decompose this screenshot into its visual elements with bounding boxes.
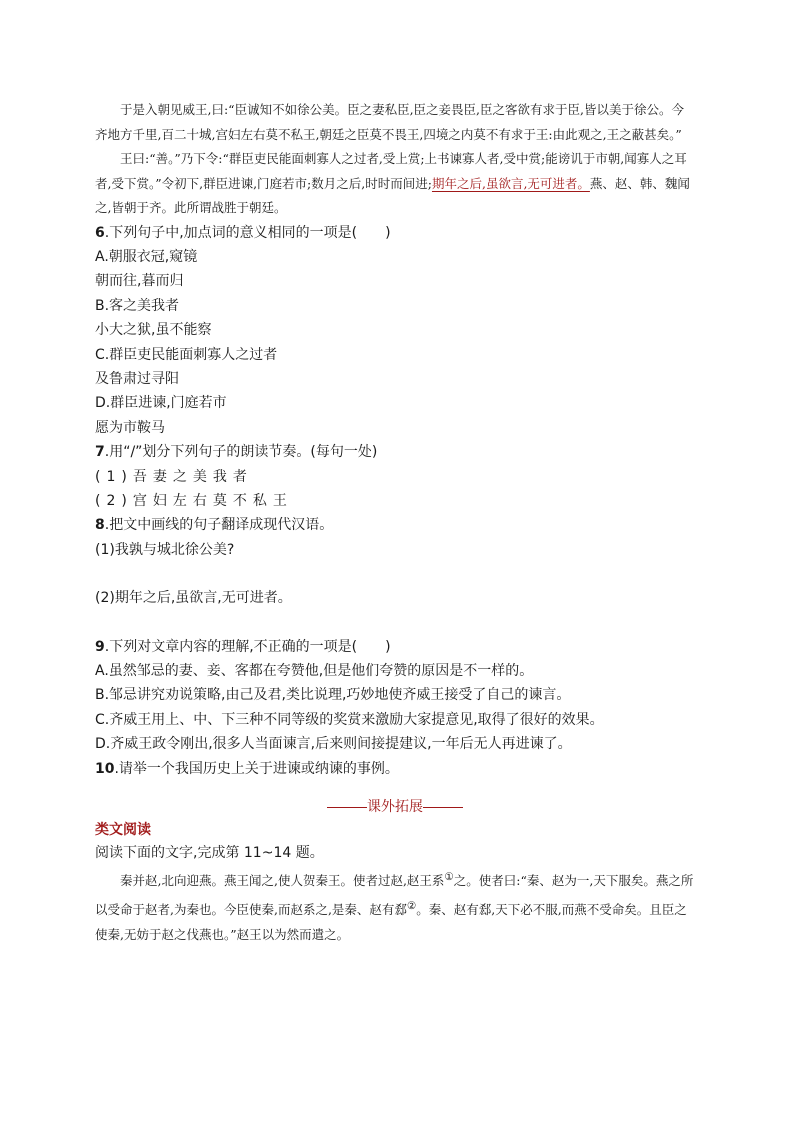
q9-option-a: A.虽然邹忌的妻、妾、客都在夸赞他,但是他们夸赞的原因是不一样的。 (95, 663, 534, 679)
q8-item-1: (1)我孰与城北徐公美? (95, 541, 235, 558)
q9-option-c: C.齐威王用上、中、下三种不同等级的奖赏来激励大家提意见,取得了很好的效果。 (95, 711, 604, 728)
q9-option-b: B.邹忌讲究劝说策略,由己及君,类比说理,巧妙地使齐威王接受了自己的谏言。 (95, 687, 571, 704)
question-10-stem (95, 757, 695, 781)
worksheet-page (95, 98, 695, 947)
q6-option-c: C.群臣吏民能面刺寡人之过者 (95, 346, 278, 363)
question-9-number: 9 (95, 638, 105, 655)
question-6-text: .下列句子中,加点词的意义相同的一项是( ) (104, 224, 391, 241)
ext-passage-part-2: 之。使者曰:“秦、赵为一,天下服矣。燕之所以受命于赵者,为秦也。今臣使秦,而赵系之,是秦、赵有郄 (95, 873, 694, 918)
divider-line-right (423, 807, 463, 808)
passage-p2-after: 燕、赵、韩、魏闻之,皆朝于齐。此所谓战胜于朝廷。 (95, 175, 690, 215)
question-7-text: .用“/”划分下列句子的朗读节奏。(每句一处) (104, 444, 378, 461)
extension-passage (95, 865, 695, 947)
question-8-stem (95, 513, 695, 537)
q7-item-1: (1)吾妻之美我者 (95, 468, 253, 485)
q9-option-d: D.齐威王政令刚出,很多人当面谏言,后来则间接提建议,一年后无人再进谏了。 (95, 736, 572, 753)
section-divider (95, 795, 695, 819)
passage-paragraph-2 (95, 147, 695, 221)
divider-label: 课外拓展 (367, 799, 423, 816)
ext-passage-part-1: 秦并赵,北向迎燕。燕王闻之,使人贺秦王。使者过赵,赵王系 (120, 873, 445, 889)
q7-item-2: (2)宫妇左右莫不私王 (95, 492, 293, 509)
divider-line-left (327, 807, 367, 808)
passage-p2-before: 王曰:“善。”乃下令:“群臣吏民能面刺寡人之过者,受上赏;上书谏寡人者,受中赏;能谤讥于市朝,闻寡人之耳者,受下赏。”令初下,群臣进谏,门庭若市;数月之后,时时而间进; (95, 151, 687, 191)
question-7 (95, 440, 695, 513)
q6-option-d: D.群臣进谏,门庭若市 (95, 395, 227, 412)
passage-paragraph-1: 于是入朝见威王,曰:“臣诚知不如徐公美。臣之妻私臣,臣之妾畏臣,臣之客欲有求于臣,皆以美于徐公。今齐地方千里,百二十城,宫妇左右莫不私王,朝廷之臣莫不畏王,四境之内莫不有求于王:由此观之,王之蔽甚矣。” (95, 102, 684, 142)
question-10-number: 10 (95, 760, 115, 777)
question-6 (95, 221, 695, 441)
extension-paragraph (95, 865, 695, 947)
question-6-number: 6 (95, 224, 105, 241)
question-10-text: .请举一个我国历史上关于进谏或纳谏的事例。 (114, 760, 399, 777)
question-9-stem (95, 635, 695, 659)
question-7-number: 7 (95, 444, 105, 461)
question-8-number: 8 (95, 517, 105, 534)
section-title: 类文阅读 (95, 822, 151, 839)
question-8 (95, 513, 695, 634)
answer-space (95, 611, 695, 635)
q8-item-2: (2)期年之后,虽欲言,无可进者。 (95, 590, 292, 607)
ext-passage-part-3: 。秦、赵有郄,天下必不服,而燕不受命矣。且臣之使秦,无妨于赵之伐燕也。”赵王以为然而遣之。 (95, 902, 687, 942)
answer-space (95, 562, 695, 586)
question-9-text: .下列对文章内容的理解,不正确的一项是( ) (104, 638, 391, 655)
question-6-stem (95, 221, 695, 245)
q6-option-a: A.朝服衣冠,窥镜 (95, 248, 198, 265)
question-8-text: .把文中画线的句子翻译成现代汉语。 (104, 517, 334, 534)
q6-option-c-compare: 及鲁肃过寻阳 (95, 370, 179, 387)
footnote-mark-1: ① (444, 871, 454, 884)
q6-option-b-compare: 小大之狱,虽不能察 (95, 322, 212, 339)
classical-passage (95, 98, 695, 221)
question-9 (95, 635, 695, 757)
reading-instruction: 阅读下面的文字,完成第 11~14 题。 (95, 845, 324, 862)
q6-option-b: B.客之美我者 (95, 297, 180, 314)
q6-option-d-compare: 愿为市鞍马 (95, 419, 165, 436)
question-7-stem (95, 440, 695, 464)
q6-option-a-compare: 朝而往,暮而归 (95, 273, 184, 290)
underlined-sentence: 期年之后,虽欲言,无可进者。 (431, 175, 590, 191)
footnote-mark-2: ② (406, 900, 417, 913)
question-10 (95, 757, 695, 781)
